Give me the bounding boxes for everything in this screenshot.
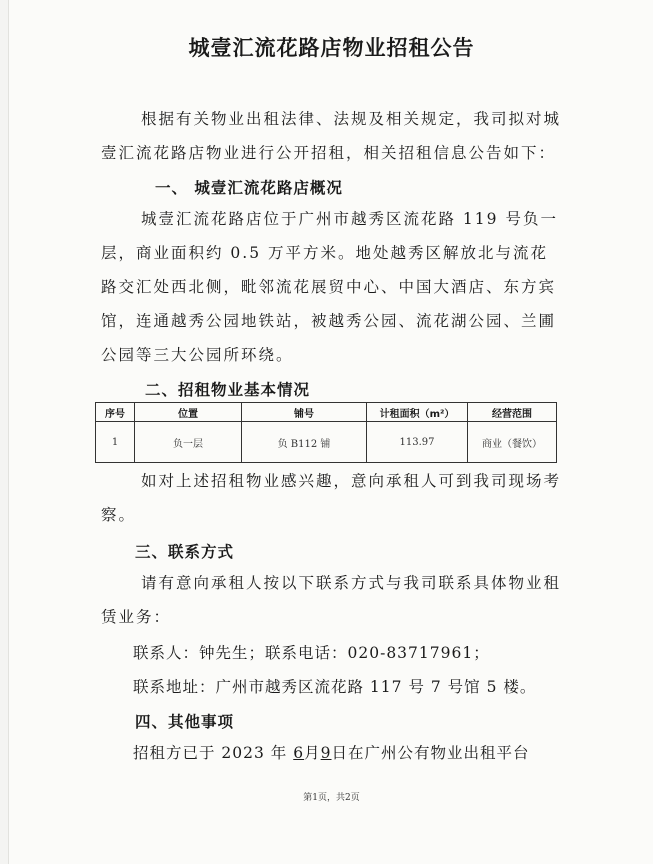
cell-area: 113.97 [367,422,468,463]
section-3-body: 请有意向承租人按以下联系方式与我司联系具体物业租赁业务： [101,574,562,626]
section-4-month: 6 [293,744,305,762]
page-footer: 第1页，共2页 [303,793,360,803]
header-business-scope: 经营范围 [468,403,557,422]
section-2-heading: 二、招租物业基本情况 [145,381,311,399]
section-4-body-prefix: 招租方已于 2023 年 [133,744,288,762]
header-area: 计租面积（m²） [367,403,468,422]
section-3-heading: 三、联系方式 [135,543,235,561]
property-table [95,402,557,463]
table-header-row [96,403,557,422]
section-4-body-suffix: 日在广州公有物业出租平台 [331,744,530,762]
header-location: 位置 [135,403,242,422]
header-shop-number: 铺号 [242,403,367,422]
section-4-body [133,736,573,770]
cell-index: 1 [96,422,135,463]
section-4-day: 9 [320,744,332,762]
cell-shop-number: 负 B112 铺 [242,422,367,463]
section-1-heading: 一、 城壹汇流花路店概况 [155,179,343,197]
intro-paragraph: 根据有关物业出租法律、法规及相关规定，我司拟对城壹汇流花路店物业进行公开招租，相关招租信息公告如下： [101,110,562,162]
cell-business-scope: 商业（餐饮） [468,422,557,463]
section-1-body: 城壹汇流花路店位于广州市越秀区流花路 119 号负一层，商业面积约 0.5 万平方米。地处越秀区解放北与流花路交汇处西北侧，毗邻流花展贸中心、中国大酒店、东方宾馆，连通越秀公园地铁站，被越秀公园、流花湖公园、兰圃公园等三大公园所环绕。 [101,210,558,364]
cell-location: 负一层 [135,422,242,463]
header-index: 序号 [96,403,135,422]
document-title: 城壹汇流花路店物业招租公告 [188,36,475,60]
section-4-month-unit: 月 [304,744,321,762]
table-row [96,422,557,463]
contact-person-line: 联系人：钟先生；联系电话：020-83717961； [133,644,490,662]
document-page [8,0,653,864]
section-2-after-paragraph: 如对上述招租物业感兴趣，意向承租人可到我司现场考察。 [101,472,562,524]
contact-address-line: 联系地址：广州市越秀区流花路 117 号 7 号馆 5 楼。 [133,678,537,696]
section-4-heading: 四、其他事项 [135,713,235,731]
